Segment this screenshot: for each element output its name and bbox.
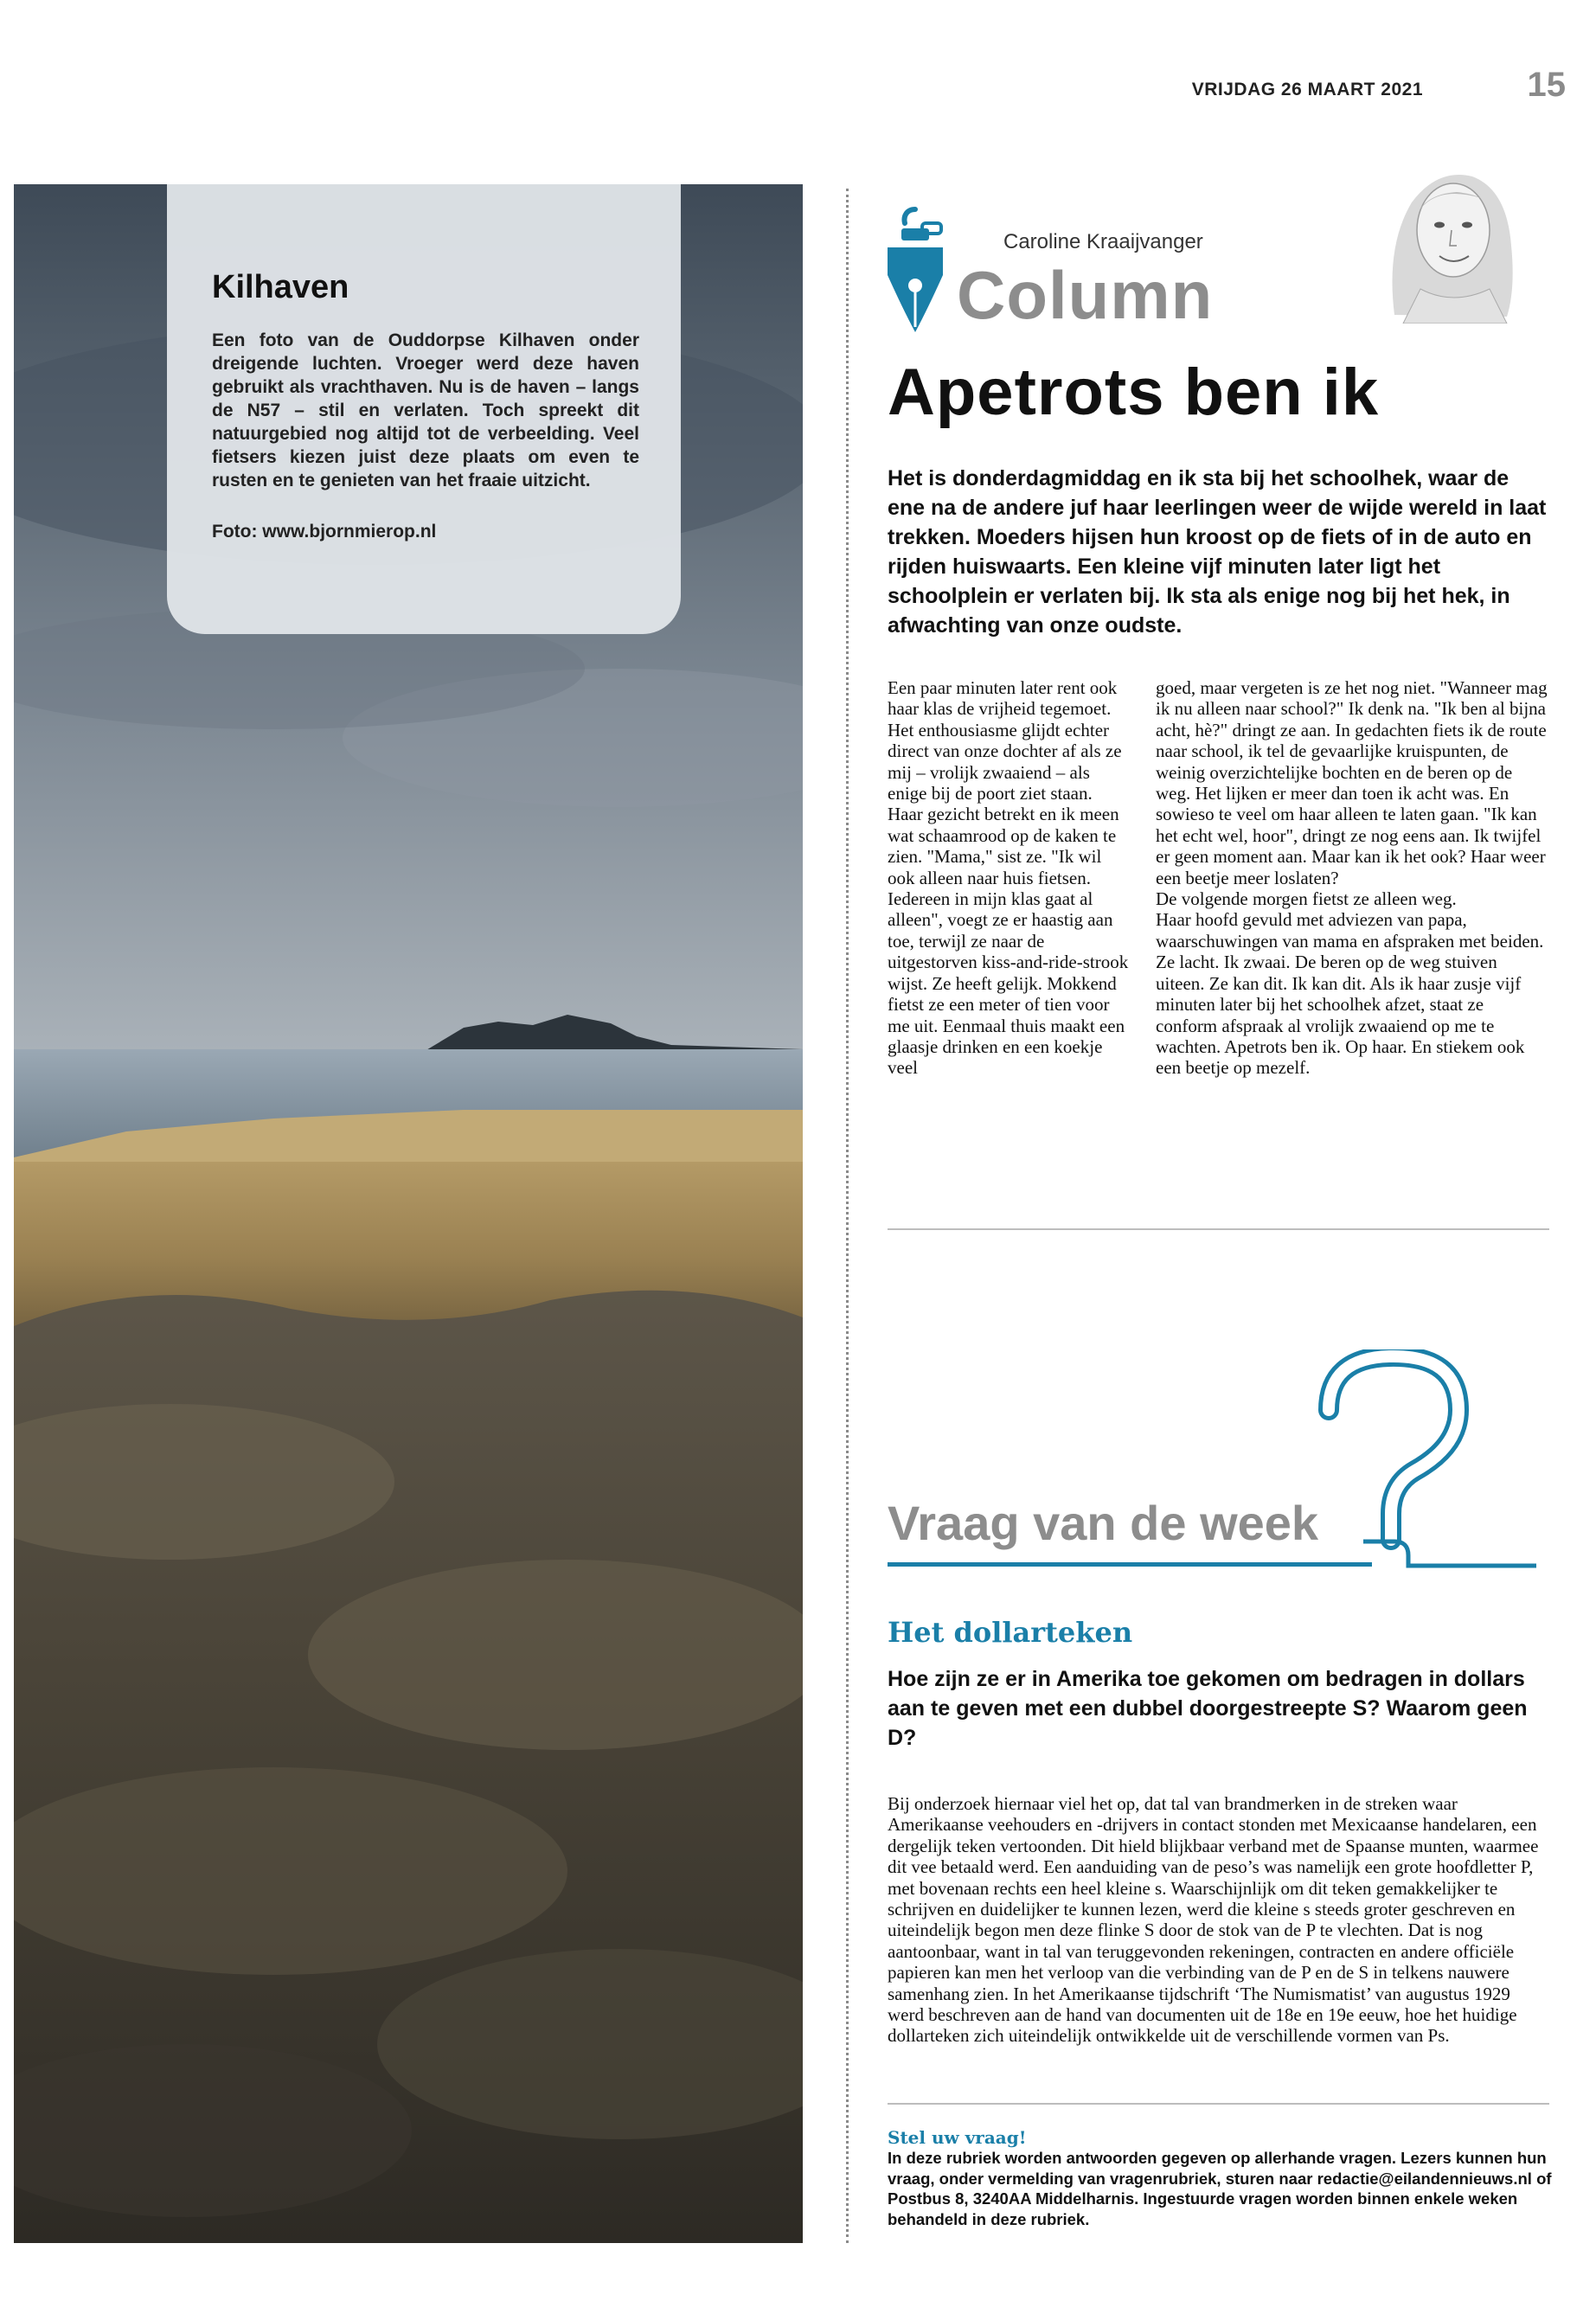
photo-caption-box [167, 184, 681, 634]
section-divider [888, 2103, 1549, 2105]
column-body-paragraph: Haar hoofd gevuld met adviezen van papa, waarschuwingen van mama en afspraken met beiden. Ze lacht. Ik zwaai. De beren op de weg stuiven uiteen. Ze kan dit. Ik kan dit. Als ik haar zusje vijf minuten later bij het schoolhek afzet, staat ze conform afspraak al vrolijk zwaaiend op me te wachten. Apetrots ben ik. Op haar. En stiekem ook een beetje op mezelf. [1156, 909, 1544, 1079]
answer-text: Bij onderzoek hiernaar viel het op, dat tal van brandmerken in de streken waar Amerikaanse veehouders en -drijvers in contact stonden met Mexicaanse handelaren, een dergelijk teken vertoonden. Dit hield blijkbaar verband met de Spaanse munten, waarmee dit vee betaald werd. Een aanduiding van de peso’s was namelijk een grote hoofdletter P, met bovenaan rechts een heel kleine s. Waarschijnlijk om dit teken gemakkelijker te schrijven en duidelijker te kunnen lezen, werd die kleine s steeds groter geschreven en uiteindelijk begon men deze flinke S door de stok van de P te vlechten. Dat is nog aantoonbaar, want in tal van teruggevonden rekeningen, contracten en andere officiële papieren kan men het verloop van die verbinding van de P en de S in telkens nauwere samenhang zien. In het Amerikaanse tijdschrift ‘The Numismatist’ van augustus 1929 werd beschreven aan de hand van documenten uit de 18e en 19e eeuw, hoe het huidige dollarteken zich uiteindelijk ontwikkelde uit de verschillende vormen van Ps. [888, 1793, 1539, 2047]
author-portrait [1377, 151, 1524, 324]
ask-question-heading: Stel uw vraag! [888, 2127, 1027, 2148]
page-number: 15 [1527, 66, 1566, 104]
question-text: Hoe zijn ze er in Amerika toe gekomen om bedragen in dollars aan te geven met een dubbel doorgestreepte S? Waarom geen D? [888, 1667, 1528, 1750]
photo-credit: Foto: www.bjornmierop.nl [212, 522, 437, 542]
column-body-paragraph: De volgende morgen fietst ze alleen weg. [1156, 888, 1457, 910]
question-mark-icon [1311, 1349, 1554, 1596]
question-heading: Het dollarteken [888, 1616, 1133, 1649]
column-label: Column [957, 257, 1214, 333]
column-author: Caroline Kraaijvanger [1003, 230, 1203, 253]
column-headline: Apetrots ben ik [888, 356, 1380, 429]
column-body-col2 [1156, 677, 1549, 1079]
column-body-paragraph: goed, maar vergeten is ze het nog niet. "Wanneer mag ik nu alleen naar school?" Ik denk na. "Ik ben al bijna acht, hè?" dringt ze aan. In gedachten fiets ik de route naar school, ik tel de gevaarlijke kruispunten, de weinig overzichtelijke bochten en de beren op de weg. Het lijken er meer dan toen ik acht was. En sowieso te veel om haar alleen te laten gaan. "Ik kan het echt wel, hoor", dringt ze nog eens aan. Ik twijfel er geen moment aan. Maar kan ik het ook? Haar weer een beetje meer loslaten? [1156, 677, 1548, 888]
vraag-title-underline [888, 1562, 1372, 1567]
issue-date: VRIJDAG 26 MAART 2021 [1191, 80, 1423, 99]
section-divider [888, 1228, 1549, 1230]
column-body-col1: Een paar minuten later rent ook haar klas de vrijheid tegemoet. Het enthousiasme glijdt echter direct van onze dochter af als ze mij – vrolijk zwaaiend – als enige bij de poort ziet staan. Haar gezicht betrekt en ik meen wat schaamrood op de kaken te zien. "Mama," sist ze. "Ik wil ook alleen naar huis fietsen. Iedereen in mijn klas gaat al alleen", voegt ze er haastig aan toe, terwijl ze naar de uitgestorven kiss-and-ride-strook wijst. Ze heeft gelijk. Mokkend fietst ze een meter of tien voor me uit. Eenmaal thuis maakt een glaasje drinken en een koekje veel [888, 677, 1129, 1079]
vraag-van-de-week-title: Vraag van de week [888, 1496, 1319, 1550]
caption-text: Een foto van de Ouddorpse Kilhaven onder dreigende luchten. Vroeger werd deze haven gebruikt als vrachthaven. Nu is de haven – langs de N57 – stil en verlaten. Toch spreekt dit natuurgebied nog altijd tot de verbeelding. Veel fietsers kiezen juist deze plaats om even te rusten en te genieten van het fraaie uitzicht. [212, 330, 639, 490]
column-intro: Het is donderdagmiddag en ik sta bij het schoolhek, waar de ene na de andere juf haar leerlingen weer de wijde wereld in laat trekken. Moeders hijsen hun kroost op de fiets of in de auto en rijden huiswaarts. Een kleine vijf minuten later ligt het schoolplein er verlaten bij. Ik sta als enige nog bij het hek, in afwachting van onze oudste. [888, 466, 1547, 638]
column-divider [846, 189, 849, 2243]
ask-question-text: In deze rubriek worden antwoorden gegeven op allerhande vragen. Lezers kunnen hun vraag, onder vermelding van vragenrubriek, sturen naar redactie@eilandennieuws.nl of Postbus 8, 3240AA Middelharnis. Ingestuurde vragen worden binnen enkele weken behandeld in deze rubriek. [888, 2149, 1552, 2228]
fountain-pen-icon [884, 206, 946, 340]
caption-title: Kilhaven [212, 269, 349, 305]
